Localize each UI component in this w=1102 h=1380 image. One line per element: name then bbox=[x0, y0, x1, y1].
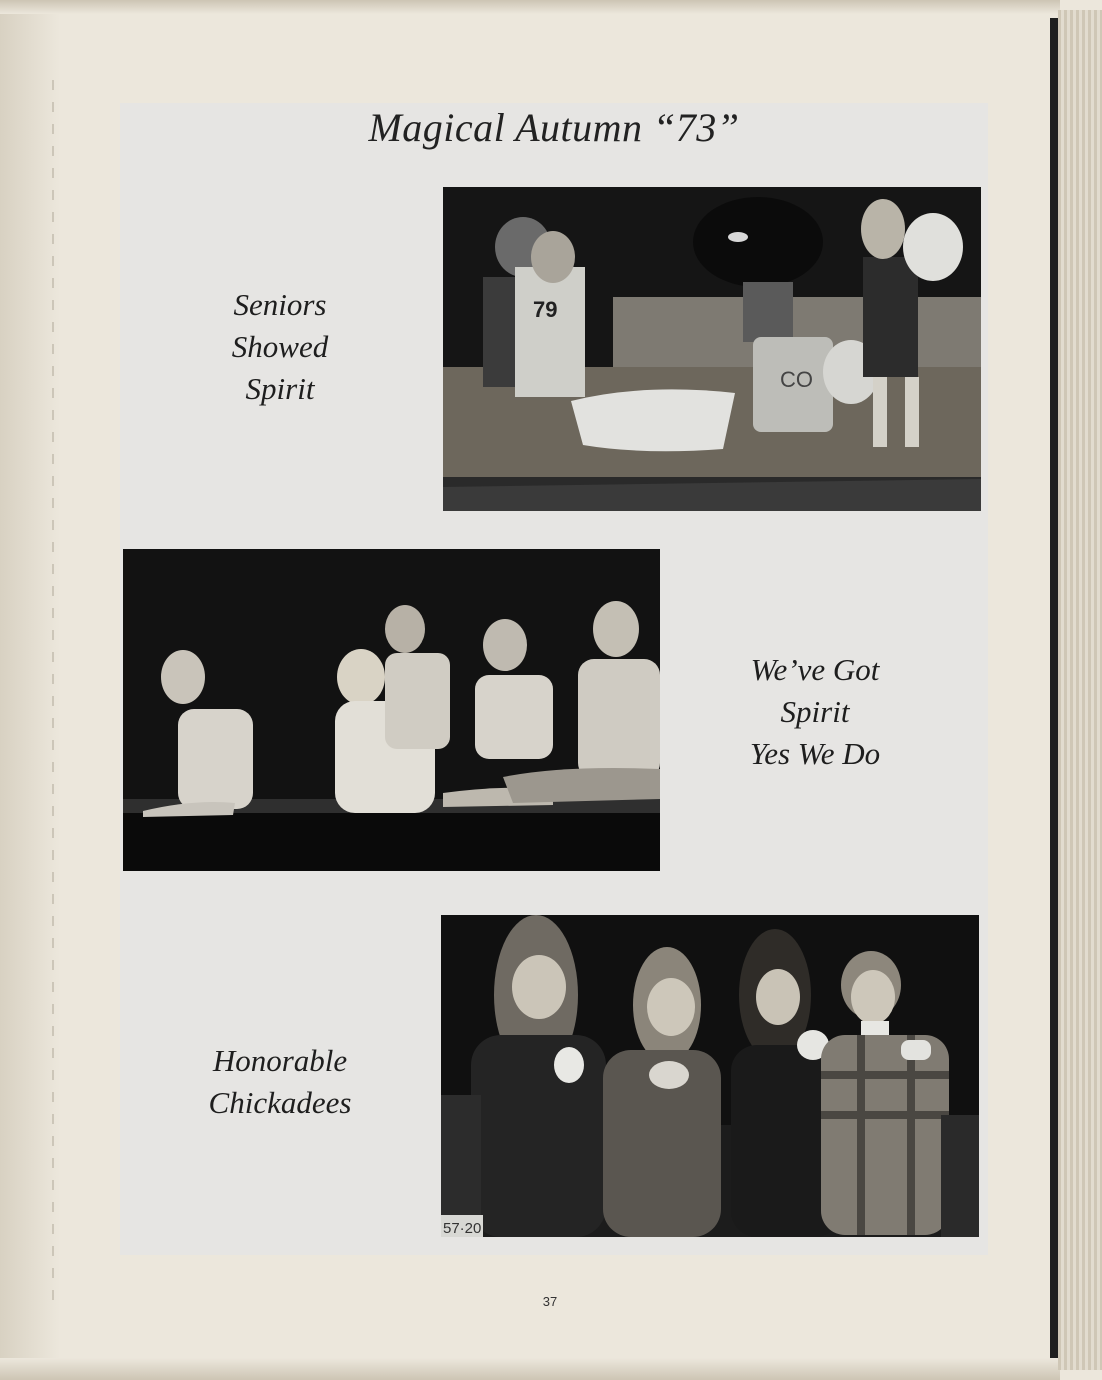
page-number: 37 bbox=[542, 1294, 558, 1309]
caption-line: Honorable bbox=[212, 1043, 348, 1078]
photo-senior-float bbox=[443, 187, 981, 511]
caption-line: Spirit bbox=[780, 694, 850, 729]
page-edge-stack bbox=[1058, 10, 1102, 1370]
page-edge-top bbox=[0, 0, 1060, 14]
page-edge-shadow bbox=[1050, 18, 1058, 1358]
caption-line: Chickadees bbox=[208, 1085, 352, 1120]
float-sign: CO bbox=[780, 367, 813, 392]
caption-line: Yes We Do bbox=[749, 736, 881, 771]
caption-line: Spirit bbox=[245, 371, 315, 406]
photo-spirit-girls bbox=[123, 549, 660, 871]
caption-line: We’ve Got bbox=[750, 652, 880, 687]
caption-weve-got-spirit bbox=[715, 649, 915, 775]
binding-stitch bbox=[52, 80, 54, 1300]
binding-gutter bbox=[0, 0, 60, 1380]
photo-senior-float-image bbox=[443, 187, 981, 511]
photo-spirit-girls-image bbox=[123, 549, 660, 871]
caption-line: Showed bbox=[231, 329, 329, 364]
page-title: Magical Autumn “73” bbox=[368, 105, 740, 150]
photo-honorable-chickadees-image bbox=[441, 915, 979, 1237]
page-edge-bottom bbox=[0, 1358, 1060, 1380]
jersey-number: 79 bbox=[533, 297, 558, 322]
license-plate-text: 57·20 bbox=[443, 1220, 482, 1237]
photo-honorable-chickadees bbox=[441, 915, 979, 1237]
caption-honorable-chickadees bbox=[170, 1040, 390, 1124]
caption-line: Seniors bbox=[233, 287, 327, 322]
caption-seniors-showed-spirit bbox=[180, 284, 380, 410]
